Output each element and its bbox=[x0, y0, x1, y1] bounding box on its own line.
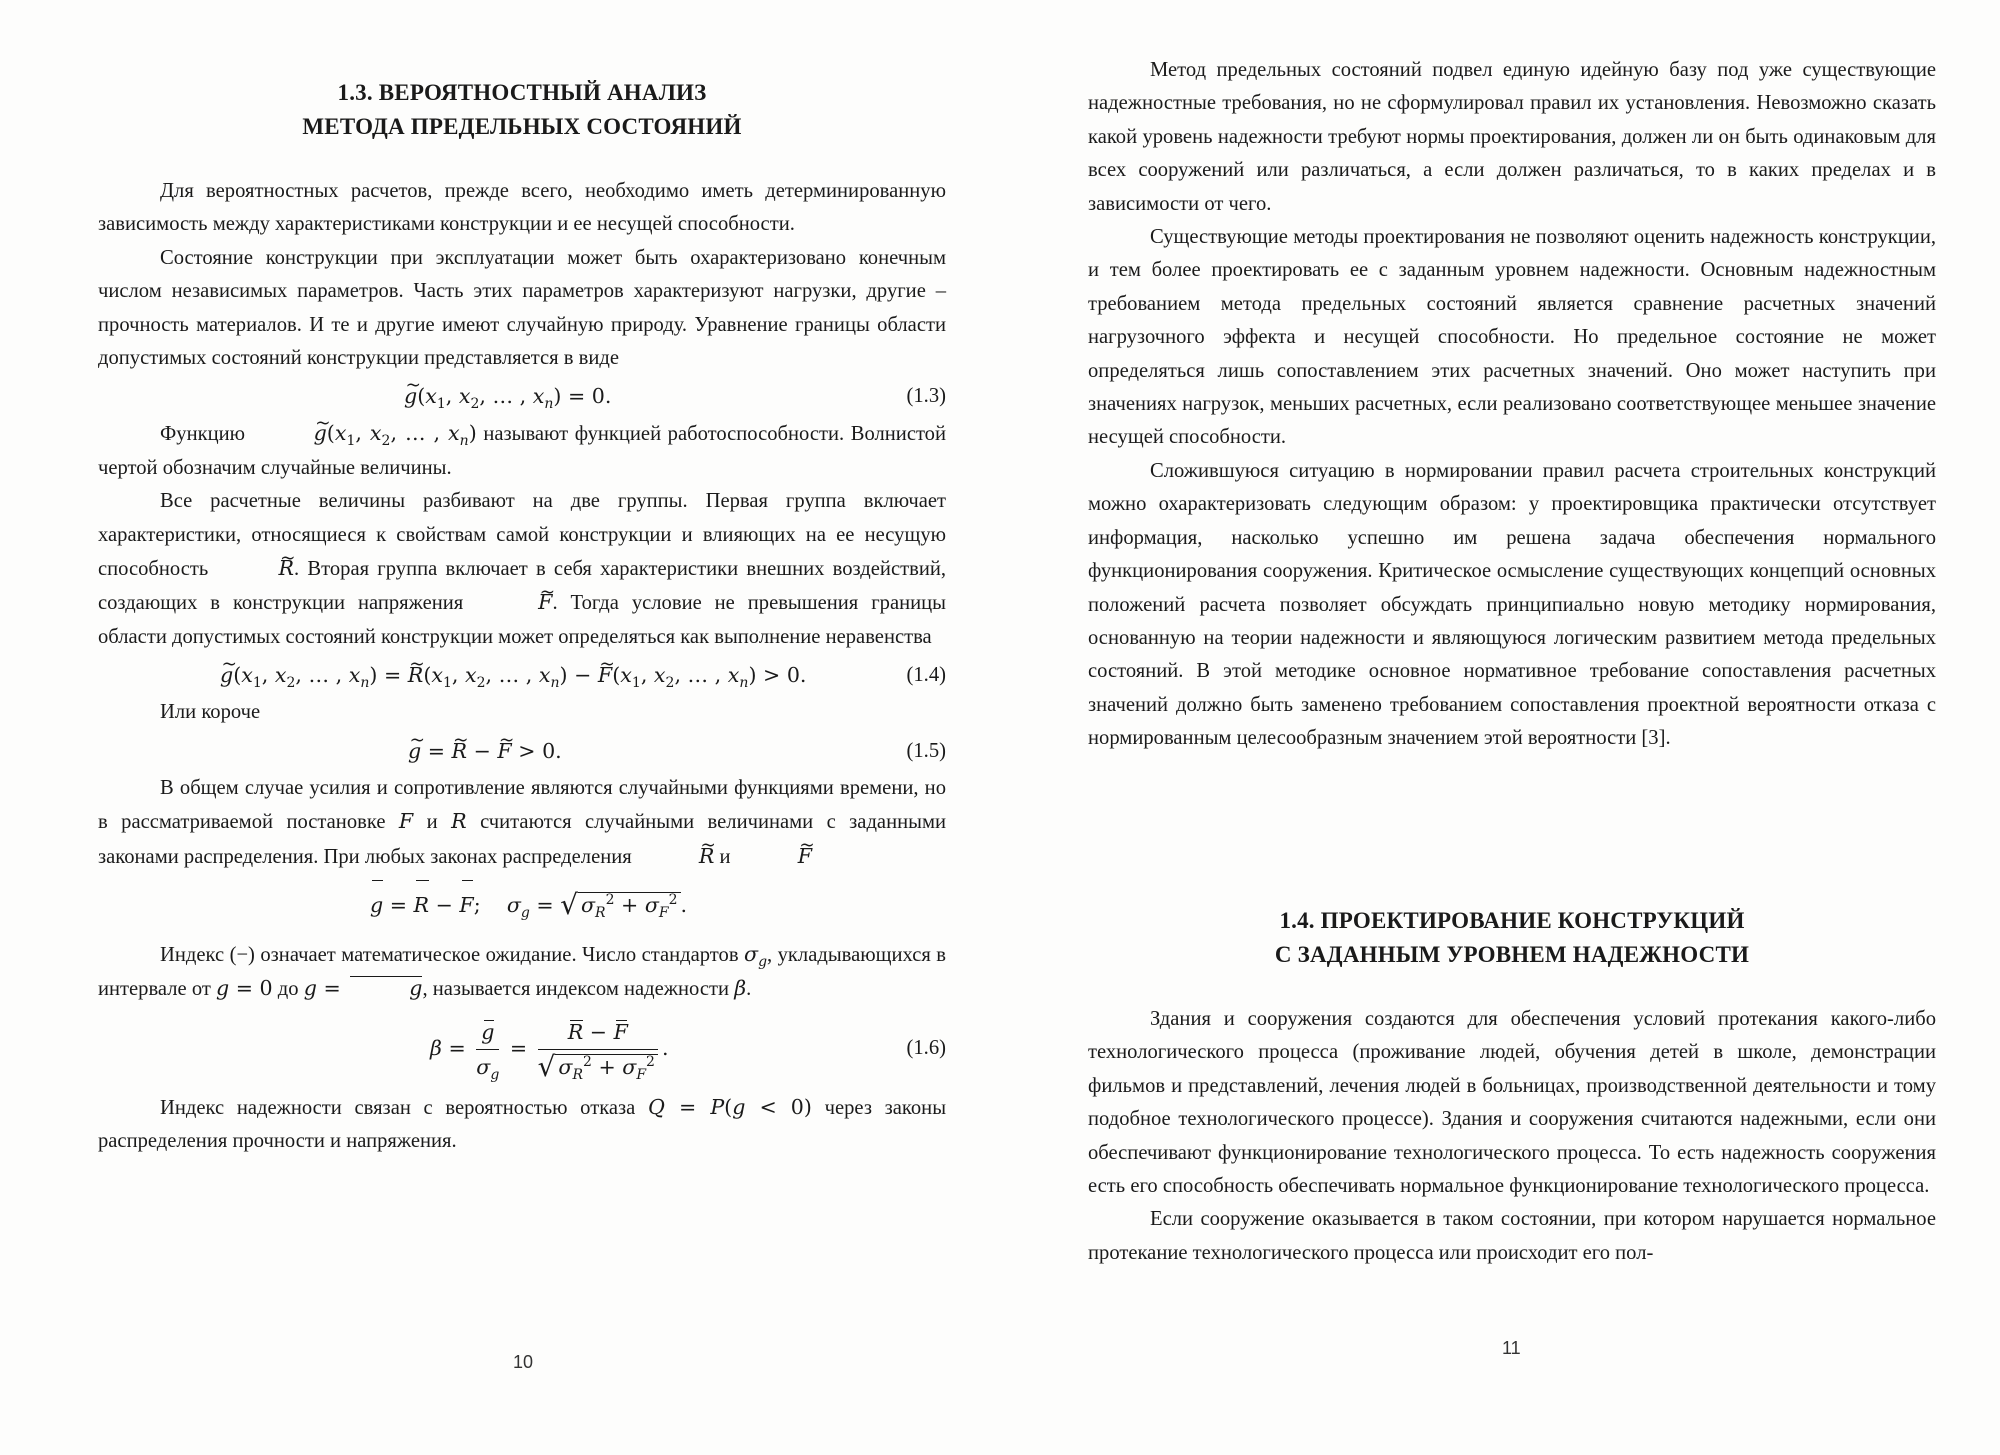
inline-formula: ~ $g(x_1$, $x_2$, … , $x_n$) bbox=[252, 421, 477, 445]
equation-number: (1.5) bbox=[906, 739, 946, 762]
text-run: В общем случае усилия и сопротивление являются случайными функциями времени, но в рассматриваемой постановке bbox=[98, 776, 946, 834]
text-run: Функцию bbox=[160, 423, 246, 446]
text-run: считаются случайными величинами с заданными законами распределения. При любых законах распределения bbox=[98, 811, 947, 868]
text-run: Все расчетные величины разбивают на две группы. Первая группа включает характеристики, относящиеся к свойствам самой конструкции и влияющих на ее несущую способность bbox=[98, 490, 946, 581]
page-number: 10 bbox=[513, 1352, 534, 1372]
text-run: Индекс (−) означает математическое ожидание. Число стандартов bbox=[160, 943, 739, 966]
equation-expression: ~ $g(x_1$, $x_2$, … , $x_n$) = ~ $R(x_1$, $x_2$, … , $x_n$) − ~ $F(x_1$, $x_2$, … , $x_n) > 0$. bbox=[220, 656, 806, 694]
text-run: через законы распределения прочности и напряжения. bbox=[98, 1096, 947, 1153]
paragraph: Здания и сооружения создаются для обеспечения условий протекания какого-либо технологического процесса (проживание людей, обучения детей в школе, демонстрации фильмов и представлений, лечения людей в больницах, производственной деятельности и тому подобное технологического процессе). Здания и сооружения считаются надежными, если они обеспечивают функционирование технологического процесса. То есть надежность сооружения есть его способность обеспечивать нормальное функционирование технологического процесса. bbox=[1088, 1008, 1936, 1198]
inline-formula: g = 0 bbox=[216, 976, 273, 1001]
heading-line: 1.3. ВЕРОЯТНОСТНЫЙ АНАЛИЗ bbox=[337, 80, 707, 105]
text-run: и bbox=[719, 845, 731, 868]
paragraph bbox=[98, 772, 946, 874]
equation-sigma bbox=[98, 876, 946, 934]
text-run: . Вторая группа включает в себя характеристики внешних воздействий, создающих в конструкции напряжения bbox=[98, 558, 947, 615]
section-heading-1-4 bbox=[1088, 904, 1936, 972]
paragraph bbox=[98, 1091, 946, 1159]
inline-formula: ~ R bbox=[217, 552, 295, 585]
right-body-bottom bbox=[1088, 1003, 1936, 1270]
inline-formula: g = g bbox=[304, 976, 423, 1000]
text-run: , называется индексом надежности bbox=[422, 978, 730, 1001]
paragraph: Сложившуюся ситуацию в нормировании правил расчета строительных конструкций можно охарактеризовать следующим образом: у проектировщика практически отсутствует информация, насколько успешно им решена задача обеспечения нормального функционирования сооружения. Критическое осмысление существующих концепций основных положений расчета позволяет обсуждать принципиально новую методику нормирования, основанную на теории надежности и являющуюся логическим развитием метода предельных состояний. В этой методике основное нормативное требование сопоставления расчетных значений должно быть заменено требованием сопоставления проектной вероятности отказа с нормированным целесообразным значением этой вероятности [3]. bbox=[1088, 459, 1936, 750]
inline-formula: ~ F bbox=[736, 840, 812, 873]
left-page bbox=[98, 0, 946, 1455]
inline-formula: $\sigma_g$ bbox=[744, 941, 768, 971]
left-body bbox=[98, 175, 946, 1159]
paragraph: Для вероятностных расчетов, прежде всего, необходимо иметь детерминированную зависимость между характеристиками конструкции и ее несущей способности. bbox=[98, 180, 946, 236]
text-run: Индекс надежности связан с вероятностью отказа bbox=[160, 1096, 636, 1119]
inline-formula: ~ F bbox=[476, 586, 552, 619]
equation-number: (1.4) bbox=[906, 664, 946, 687]
page-number: 11 bbox=[1502, 1338, 1521, 1358]
equation-number: (1.6) bbox=[906, 1036, 946, 1059]
paragraph: Метод предельных состояний подвел единую идейную базу под уже существующие надежностные требования, но не сформулировал правил их установления. Невозможно сказать какой уровень надежности требуют нормы проектирования, должен ли он быть одинаковым для всех сооружений или различаться, а если должен различаться, то в каких пределах и в зависимости от чего. bbox=[1088, 59, 1936, 215]
paragraph: Если сооружение оказывается в таком состоянии, при котором нарушается нормальное протекание технологического процесса или происходит его пол- bbox=[1088, 1208, 1936, 1264]
equation-expression: ~ g = ~ R − ~ F > 0. bbox=[408, 732, 562, 770]
equation-1-6 bbox=[98, 1009, 946, 1087]
paragraph bbox=[98, 417, 946, 485]
right-page bbox=[1088, 0, 1936, 1455]
inline-formula: R bbox=[451, 809, 467, 834]
inline-formula: Q = P(g < 0) bbox=[648, 1094, 812, 1119]
text-run: , укладывающихся в интервале от bbox=[98, 943, 946, 1001]
inline-formula: F bbox=[398, 809, 414, 834]
right-body-top bbox=[1088, 54, 1936, 756]
equation-1-5 bbox=[98, 732, 946, 770]
paragraph: Существующие методы проектирования не позволяют оценить надежность конструкции, и тем более проектировать ее с заданным уровнем надежности. Основным надежностным требованием метода предельных состояний является сравнение расчетных значений нагрузочного эффекта и несущей способности. Но предельное состояние не может определяться лишь сопоставлением этих расчетных значений. Оно может наступить при значениях нагрузок, меньших расчетных, если реализовано соответствующее меньшее значение несущей способности. bbox=[1088, 226, 1936, 449]
text-run: до bbox=[277, 978, 299, 1001]
paragraph: Состояние конструкции при эксплуатации может быть охарактеризовано конечным числом независимых параметров. Часть этих параметров характеризуют нагрузки, другие – прочность материалов. И те и другие имеют случайную природу. Уравнение границы области допустимых состояний конструкции представляется в виде bbox=[98, 246, 946, 370]
inline-formula: ~ R bbox=[637, 840, 715, 873]
paragraph: Или короче bbox=[160, 701, 261, 724]
inline-formula: β bbox=[734, 976, 747, 1001]
heading-line: С ЗАДАННЫМ УРОВНЕМ НАДЕЖНОСТИ bbox=[1274, 942, 1750, 967]
equation-expression: ~ $g(x_1$, $x_2$, … , $x_n) = 0$. bbox=[404, 377, 611, 415]
heading-line: МЕТОДА ПРЕДЕЛЬНЫХ СОСТОЯНИЙ bbox=[302, 114, 742, 139]
equation-expression: β = $\frac{g}{\sigma_g}$ = $\frac{R - F}{√ \sigma_R^2 + \sigma_F^2}$ . bbox=[430, 1009, 669, 1087]
equation-1-4 bbox=[98, 656, 946, 694]
section-heading-1-3 bbox=[98, 76, 946, 144]
equation-expression: g = R − F; $\sigma_g$ = √ $\sigma_R^2 + \sigma_F^2$ . bbox=[370, 876, 687, 934]
equation-1-3 bbox=[98, 377, 946, 415]
equation-number: (1.3) bbox=[906, 385, 946, 408]
text-run: . Тогда условие не превышения границы области допустимых состояний конструкции может определяться как выполнение неравенства bbox=[98, 592, 946, 648]
text-run: называют функцией работоспособности. Волнистой чертой обозначим случайные величины. bbox=[98, 423, 947, 479]
paragraph bbox=[98, 485, 946, 654]
text-run: и bbox=[426, 811, 438, 834]
paragraph: Индекс (−) означает математическое ожидание. Число стандартов $\sigma_g$, укладывающихся в интервале от g = 0 до g = g, называется индексом надежности β. bbox=[98, 938, 946, 1007]
heading-line: 1.4. ПРОЕКТИРОВАНИЕ КОНСТРУКЦИЙ bbox=[1279, 908, 1745, 933]
